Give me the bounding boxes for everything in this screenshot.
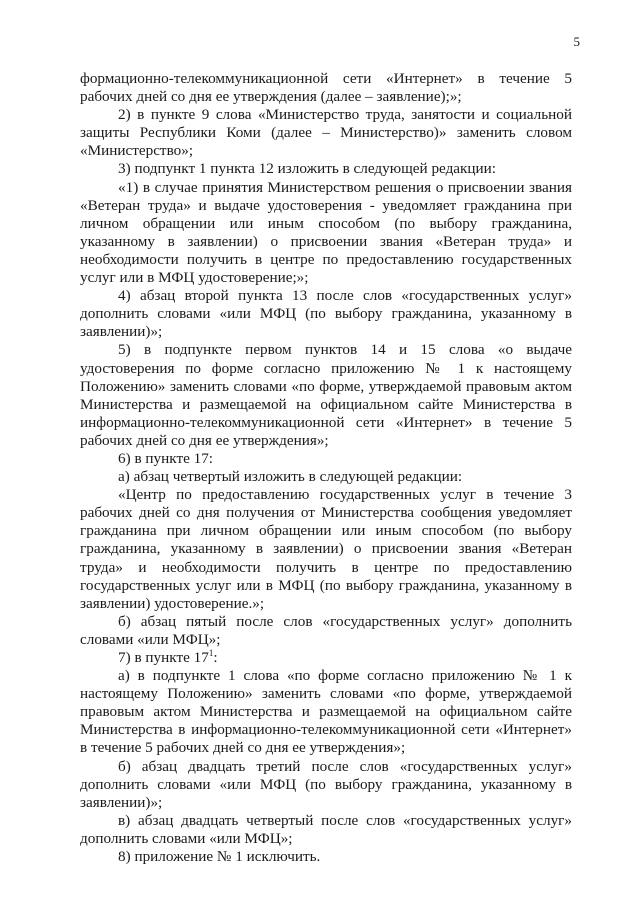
paragraph-item-2: 2) в пункте 9 слова «Министерство труда, занятости и социальной защиты Республики Коми (далее – Министерство)» заменить словом «Министерство»; xyxy=(80,106,572,160)
paragraph-item-3-text: «1) в случае принятия Министерством решения о присвоении звания «Ветеран труда» и выдаче удостоверения - уведомляет гражданина при личном обращении или иным способом (по выбору гражданина, указанному в заявлении) о присвоении звания «Ветеран труда» и необходимости получить в центре по предоставлению государственных услуг или в МФЦ удостоверение;»; xyxy=(80,178,572,287)
paragraph-item-6b: б) абзац пятый после слов «государственных услуг» дополнить словами «или МФЦ»; xyxy=(80,612,572,648)
paragraph-item-5: 5) в подпункте первом пунктов 14 и 15 слова «о выдаче удостоверения по форме согласно приложению № 1 к настоящему Положению» заменить словами «по форме, утверждаемой правовым актом Министерства и размещаемой на официальном сайте Министерства в информационно-телекоммуникационной сети «Интернет» в течение 5 рабочих дней со дня ее утверждения»; xyxy=(80,341,572,449)
page-number: 5 xyxy=(573,34,580,49)
item-7-colon: : xyxy=(213,649,218,666)
paragraph-item-6a: а) абзац четвертый изложить в следующей редакции: xyxy=(118,468,463,486)
paragraph-item-8: 8) приложение № 1 исключить. xyxy=(118,848,321,866)
paragraph-item-7c: в) абзац двадцать четвертый после слов «государственных услуг» дополнить словами «или МФЦ»; xyxy=(80,811,572,847)
paragraph-item-6: 6) в пункте 17: xyxy=(118,449,214,467)
document-body xyxy=(80,70,572,866)
paragraph-item-7 xyxy=(80,649,572,667)
paragraph-item-6a-text: «Центр по предоставлению государственных услуг в течение 3 рабочих дней со дня получения от Министерства сообщения уведомляет гражданина при личном обращении или иным способом (по выбору гражданина, указанному в заявлении) о присвоении звания «Ветеран труда» и необходимости получить в центре по предоставлению государственных услуг или в МФЦ (по выбору гражданина, указанному в заявлении) удостоверение.»; xyxy=(80,486,572,612)
paragraph-item-4: 4) абзац второй пункта 13 после слов «государственных услуг» дополнить словами «или МФЦ (по выбору гражданина, указанному в заявлении)»; xyxy=(80,287,572,341)
paragraph-item-7b: б) абзац двадцать третий после слов «государственных услуг» дополнить словами «или МФЦ (по выбору гражданина, указанному в заявлении)»; xyxy=(80,757,572,811)
paragraph-item-3: 3) подпункт 1 пункта 12 изложить в следующей редакции: xyxy=(118,160,497,178)
paragraph-item-7a: а) в подпункте 1 слова «по форме согласно приложению № 1 к настоящему Положению» заменить словами «по форме, утверждаемой правовым актом Министерства и размещаемой на официальном сайте Министерства в информационно-телекоммуникационной сети «Интернет» в течение 5 рабочих дней со дня ее утверждения»; xyxy=(80,667,572,757)
paragraph-continuation: формационно-телекоммуникационной сети «Интернет» в течение 5 рабочих дней со дня ее утверждения (далее – заявление);»; xyxy=(80,70,572,106)
item-7-label: 7) в пункте 17 xyxy=(118,649,209,666)
item-7-superscript: 1 xyxy=(208,647,214,658)
